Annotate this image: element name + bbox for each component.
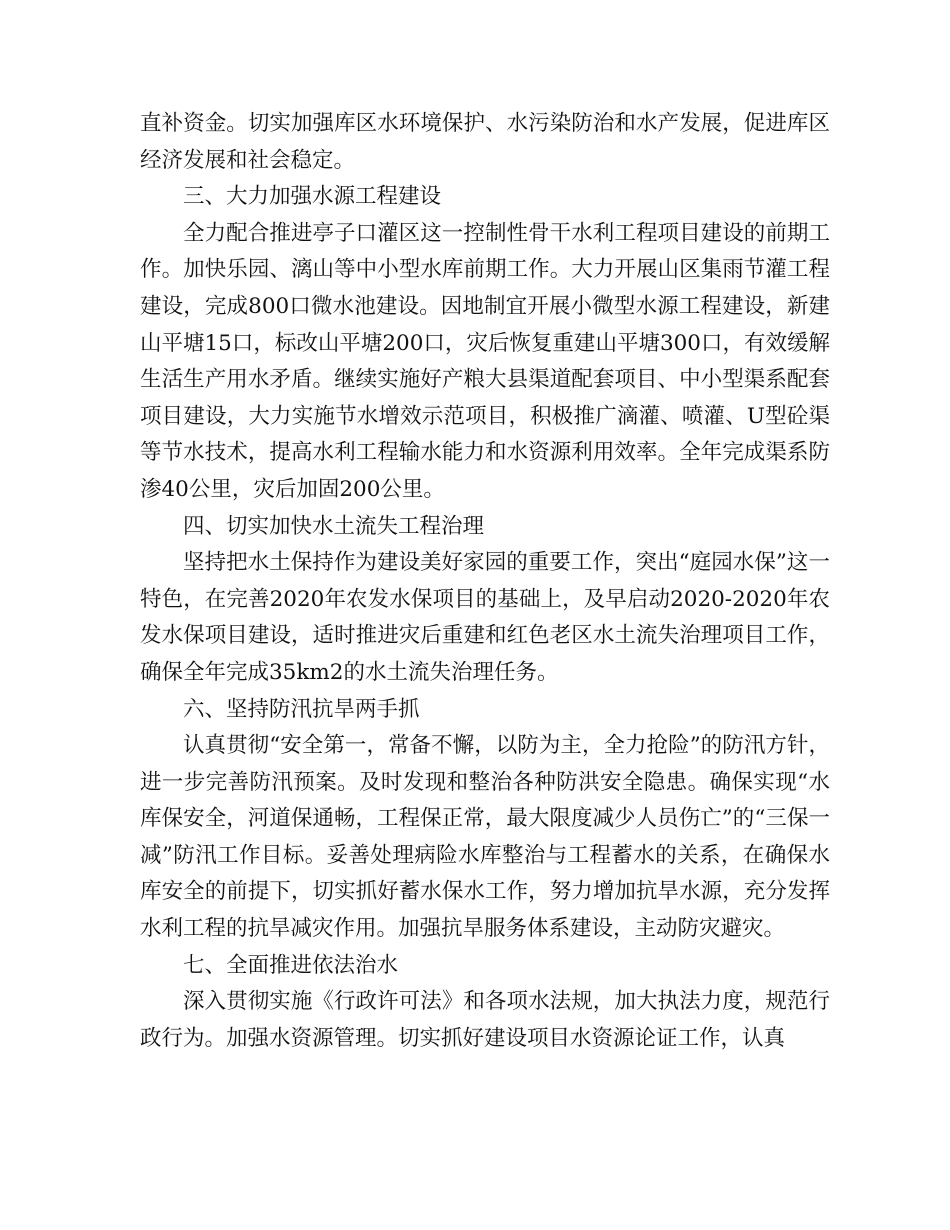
paragraph-water-source: 全力配合推进亭子口灌区这一控制性骨干水利工程项目建设的前期工作。加快乐园、漓山等中小型水库前期工作。大力开展山区集雨节灌工程建设，完成800口微水池建设。因地制宜开展小微型水源工程建设，新建山平塘15口，标改山平塘200口，灾后恢复重建山平塘300口，有效缓解生活生产用水矛盾。继续实施好产粮大县渠道配套项目、中小型渠系配套项目建设，大力实施节水增效示范项目，积极推广滴灌、喷灌、U型砼渠等节水技术，提高水利工程输水能力和水资源利用效率。全年完成渠系防渗40公里，灾后加固200公里。 (140, 220, 830, 502)
section-heading-rule-of-law: 七、全面推进依法治水 (183, 952, 399, 978)
paragraph-rule-of-law: 深入贯彻实施《行政许可法》和各项水法规，加大执法力度，规范行政行为。加强水资源管理。切实抓好建设项目水资源论证工作，认真 (140, 989, 830, 1051)
section-heading-flood-drought: 六、坚持防汛抗旱两手抓 (183, 696, 420, 722)
section-heading-soil-erosion: 四、切实加快水土流失工程治理 (183, 513, 485, 539)
paragraph-soil-erosion: 坚持把水土保持作为建设美好家园的重要工作，突出“庭园水保”这一特色，在完善2020年农发水保项目的基础上，及早启动2020-2020年农发水保项目建设，适时推进灾后重建和红色老区水土流失治理项目工作，确保全年完成35km2的水土流失治理任务。 (140, 550, 830, 685)
document-body (140, 106, 830, 1057)
paragraph-continuation: 直补资金。切实加强库区水环境保护、水污染防治和水产发展，促进库区经济发展和社会稳定。 (140, 111, 830, 173)
section-heading-water-source: 三、大力加强水源工程建设 (183, 184, 442, 210)
paragraph-flood-drought: 认真贯彻“安全第一，常备不懈，以防为主，全力抢险”的防汛方针，进一步完善防汛预案。及时发现和整治各种防洪安全隐患。确保实现“水库保安全，河道保通畅，工程保正常，最大限度减少人员伤亡”的“三保一减”防汛工作目标。妥善处理病险水库整治与工程蓄水的关系，在确保水库安全的前提下，切实抓好蓄水保水工作，努力增加抗旱水源，充分发挥水利工程的抗旱减灾作用。加强抗旱服务体系建设，主动防灾避灾。 (140, 733, 830, 942)
